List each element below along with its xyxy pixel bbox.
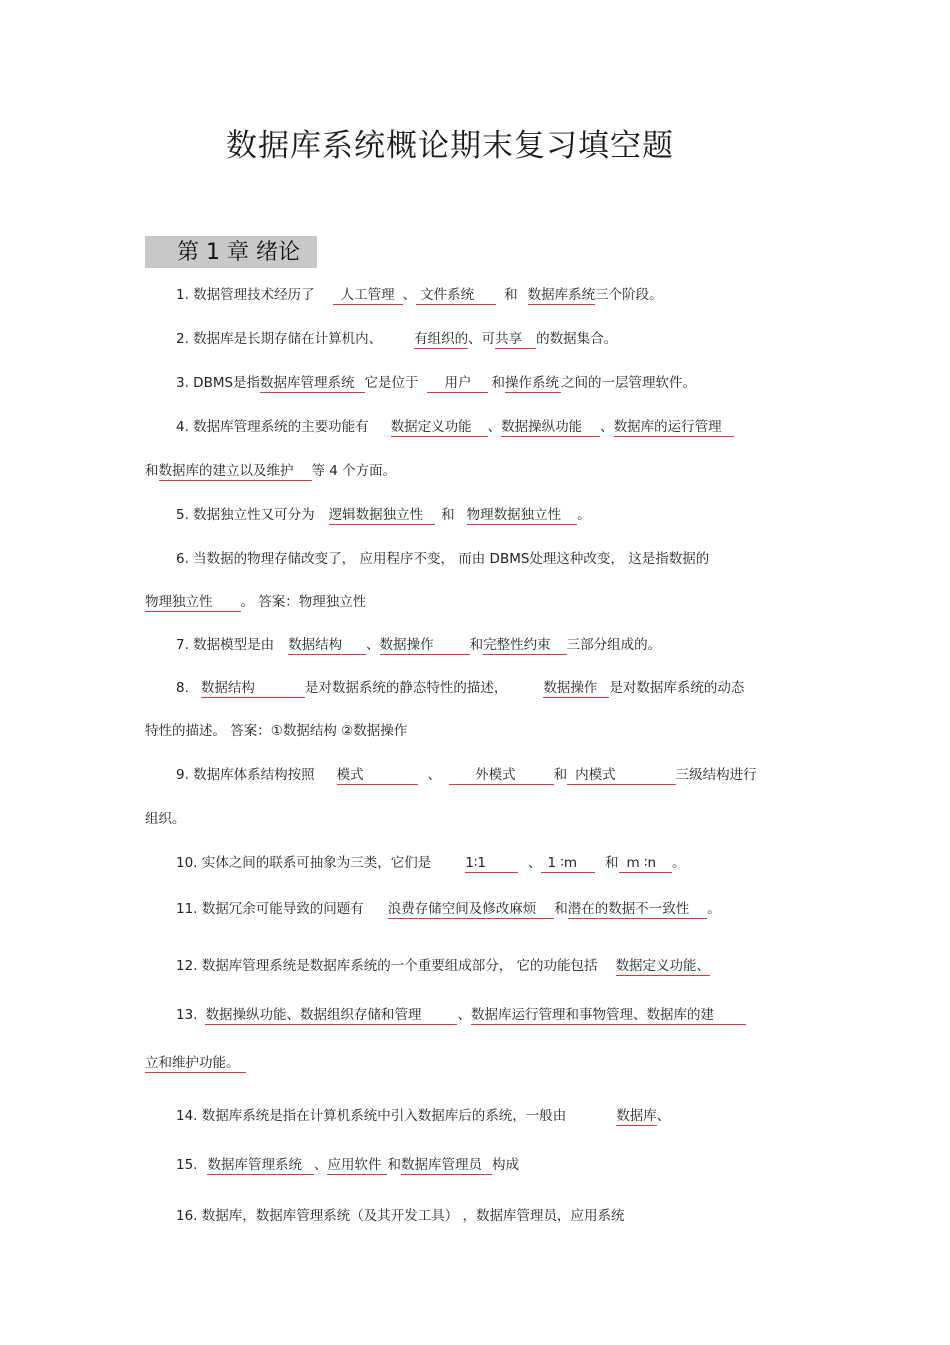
separator: 、: [527, 855, 542, 871]
answer-blank: 操作系统: [505, 375, 560, 391]
separator: 、: [487, 419, 502, 435]
connector-text: 它是位于: [364, 375, 419, 391]
question-3: [176, 374, 696, 393]
answer-blank: 物理独立性: [145, 594, 241, 612]
answer-blank: 潜在的数据不一致性: [568, 901, 708, 919]
question-16: [176, 1207, 625, 1225]
question-text: 1. 数据管理技术经历了: [176, 287, 315, 303]
connector-text: 和: [491, 375, 506, 391]
question-text: 14. 数据库系统是指在计算机系统中引入数据库后的系统，一般由: [176, 1108, 567, 1124]
question-9-continued: [145, 810, 186, 828]
answer-blank: 数据操纵功能: [501, 419, 600, 437]
question-text: 6. 当数据的物理存储改变了， 应用程序不变， 而由 DBMS处理这种改变， 这是指数据的: [176, 551, 710, 567]
question-text: 三级结构进行: [675, 767, 757, 783]
connector-text: 和: [387, 1157, 401, 1173]
question-text: 2. 数据库是长期存储在计算机内、: [176, 331, 383, 347]
question-text: 是对数据系统的静态特性的描述，: [304, 680, 508, 696]
question-text: 之间的一层管理软件。: [561, 375, 697, 391]
connector-text: 和: [553, 767, 568, 783]
question-text: 三个阶段。: [595, 287, 663, 303]
question-text: 3. DBMS是指: [176, 375, 261, 391]
answer-blank: m ∶n: [619, 855, 673, 873]
answer-blank: 文件系统: [416, 287, 496, 305]
question-text: 三部分组成的。: [566, 637, 662, 653]
question-text: 。: [707, 901, 721, 917]
chapter-heading: 第 1 章 绪论: [145, 236, 317, 268]
question-11: [176, 900, 721, 919]
separator: 、: [313, 1157, 328, 1173]
question-5: [176, 506, 591, 525]
answer-blank: 内模式: [567, 767, 676, 785]
question-12: [176, 957, 710, 976]
separator: 、: [427, 767, 442, 783]
question-text: 等 4 个方面。: [311, 463, 397, 479]
page-title: 数据库系统概论期末复习填空题: [226, 128, 674, 164]
question-text: 8.: [176, 680, 189, 696]
answer-blank: 外模式: [449, 767, 554, 785]
connector-text: 和: [504, 287, 518, 303]
question-text: 。: [672, 855, 686, 871]
question-9: [176, 766, 757, 785]
answer-blank: 数据库管理员: [401, 1157, 492, 1175]
question-text: 11. 数据冗余可能导致的问题有: [176, 901, 364, 917]
question-2: [176, 330, 617, 349]
connector-text: 和: [605, 855, 619, 871]
answer-blank: 数据定义功能、: [615, 958, 711, 974]
question-text: 7. 数据模型是由: [176, 637, 275, 653]
separator: 、: [457, 1007, 471, 1023]
answer-blank: 1∶1: [465, 855, 518, 873]
answer-blank: 1 ∶m: [541, 855, 595, 873]
question-6: [176, 550, 709, 568]
answer-blank: 数据库: [616, 1108, 657, 1124]
question-text: 。: [577, 507, 591, 523]
question-1: [176, 286, 663, 305]
answer-blank: 数据操作: [543, 680, 609, 698]
question-15: [176, 1156, 519, 1175]
answer-blank: 数据定义功能: [391, 419, 488, 437]
answer-blank: 数据结构: [288, 637, 366, 655]
question-text: 构成: [491, 1157, 519, 1173]
question-10: [176, 854, 686, 873]
answer-blank: 有组织的: [414, 331, 469, 347]
answer-blank: 物理数据独立性: [467, 507, 578, 525]
answer-blank: 数据结构: [201, 680, 305, 698]
answer-blank: 完整性约束: [483, 637, 567, 655]
question-8: [176, 679, 744, 698]
question-text: 13.: [176, 1007, 198, 1023]
connector-text: 和: [145, 463, 159, 479]
question-text: 5. 数据独立性又可分为: [176, 507, 315, 523]
answer-blank: 数据库管理系统: [207, 1157, 314, 1175]
separator: 、: [366, 637, 380, 653]
question-4-continued: [145, 462, 396, 481]
question-text: 9. 数据库体系结构按照: [176, 767, 315, 783]
connector-text: 、可: [468, 331, 496, 347]
answer-blank: 数据库的运行管理: [614, 419, 734, 437]
answer-blank: 数据操纵功能、数据组织存储和管理: [205, 1007, 457, 1025]
connector-text: 和: [554, 901, 568, 917]
question-text: 的数据集合。: [536, 331, 618, 347]
question-text: 组织。: [145, 811, 186, 827]
separator: 、: [656, 1108, 671, 1124]
answer-blank: 数据库运行管理和事物管理、数据库的建: [471, 1007, 746, 1025]
answer-blank: 立和维护功能。: [145, 1055, 246, 1073]
separator: 、: [600, 419, 614, 435]
question-14: [176, 1107, 670, 1126]
answer-note: 特性的描述。 答案：①数据结构 ②数据操作: [145, 723, 408, 739]
answer-blank: 应用软件: [327, 1157, 387, 1175]
question-text: 12. 数据库管理系统是数据库系统的一个重要组成部分， 它的功能包括: [176, 958, 598, 974]
question-text: 4. 数据库管理系统的主要功能有: [176, 419, 369, 435]
answer-blank: 数据操作: [380, 637, 470, 655]
answer-blank: 人工管理: [333, 287, 403, 305]
question-4: [176, 418, 734, 437]
separator: 、: [402, 287, 417, 303]
connector-text: 和: [469, 637, 484, 653]
answer-blank: 用户: [427, 375, 488, 393]
answer-blank: 共享: [495, 331, 536, 349]
question-13-continued: [145, 1054, 246, 1073]
question-text: 15.: [176, 1157, 198, 1173]
question-13: [176, 1006, 746, 1025]
answer-blank: 数据库管理系统: [260, 375, 365, 393]
question-7: [176, 636, 661, 655]
question-text: 是对数据库系统的动态: [609, 680, 745, 696]
connector-text: 和: [441, 507, 455, 523]
answer-blank: 数据库系统: [527, 287, 596, 303]
answer-blank: 模式: [337, 767, 418, 785]
question-6-continued: [145, 593, 366, 612]
answer-blank: 浪费存储空间及修改麻烦: [388, 901, 555, 919]
question-text: 16. 数据库，数据库管理系统（及其开发工具） ，数据库管理员，应用系统: [176, 1208, 625, 1224]
answer-blank: 逻辑数据独立性: [329, 507, 436, 525]
answer-blank: 数据库的建立以及维护: [159, 463, 312, 481]
answer-note: 。 答案：物理独立性: [240, 594, 367, 610]
question-text: 10. 实体之间的联系可抽象为三类，它们是: [176, 855, 432, 871]
question-8-continued: [145, 722, 407, 740]
